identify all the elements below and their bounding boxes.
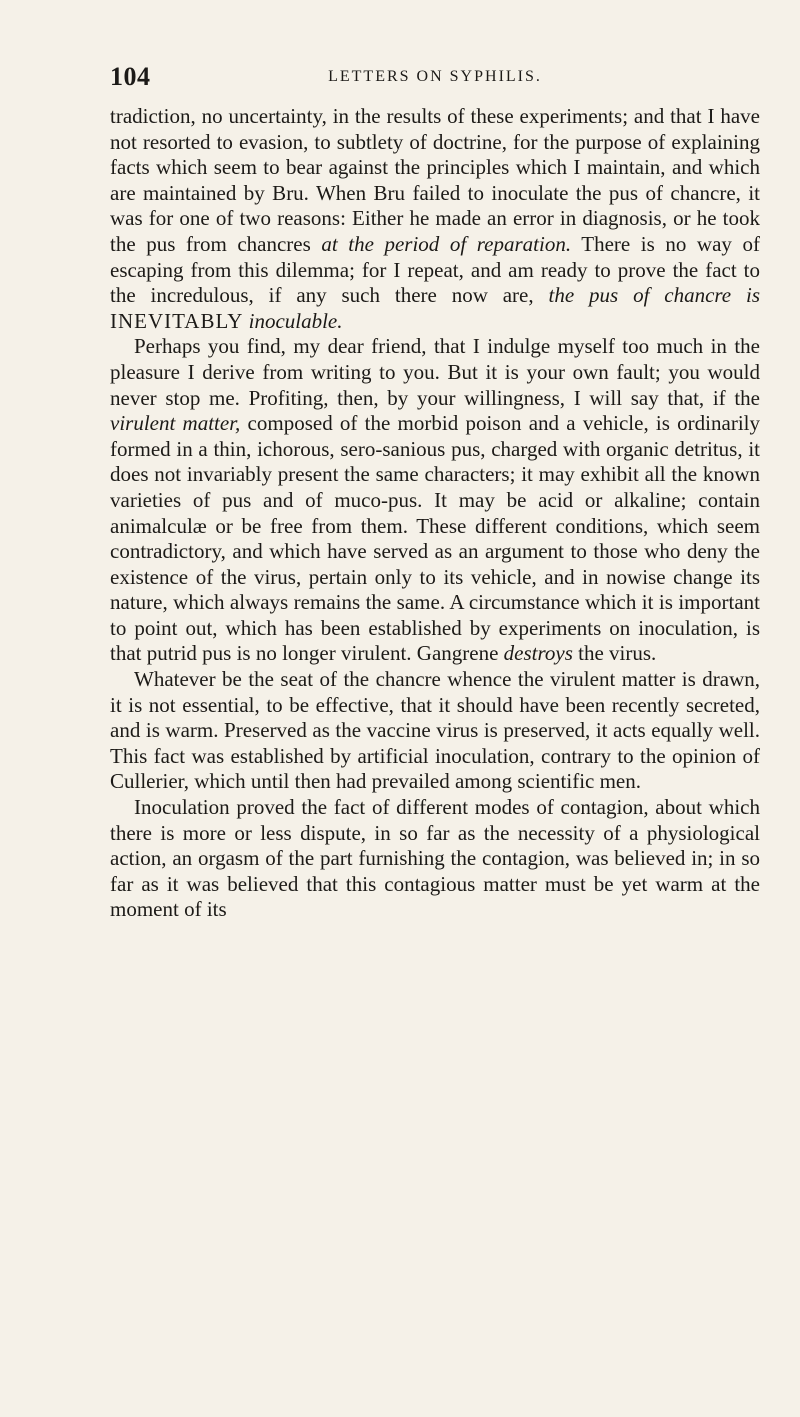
paragraph-2-text-a: Perhaps you find, my dear friend, that I indulge myself too much in the pleasure I derive from writing to you. But it is your own fault; you would never stop me. Profiting, then, by your willingness, I will say that, if the [110,334,760,410]
paragraph-2-emphasis-a: virulent matter, [110,411,241,436]
paragraph-1-small-caps: INEVITABLY [110,308,244,333]
paragraph-1-text-b: There is no way of escaping from this dilemma; for I repeat, and am ready to prove the fact to the incredulous, if any such there now are, [110,231,760,308]
paragraph-1-text-a: tradiction, no uncertainty, in the results of these experiments; and that I have not resorted to evasion, to subtlety of doctrine, for the purpose of explaining facts which seem to bear against the principles which I maintain, and which are maintained by Bru. When Bru failed to inoculate the pus of chancre, it was for one of two reasons: Either he made an error in diagnosis, or he took the pus from chancres [110,104,760,256]
paragraph-1-emphasis-c: inoculable. [248,308,343,333]
running-head [110,62,760,98]
paragraph-4: Inoculation proved the fact of different modes of contagion, about which there is more or less dispute, in so far as the necessity of a physiological action, an orgasm of the part furnishing the contagion, was believed in; in so far as it was believed that this contagious matter must be yet warm at the moment of its [110,795,760,922]
body-text [110,104,760,923]
paragraph-2-text-b: composed of the morbid poison and a vehicle, is ordinarily formed in a thin, ichorous, sero-sanious pus, charged with organic detritus, it does not invariably present the same characters; it may exhibit all the known varieties of pus and of muco-pus. It may be acid or alkaline; contain animalculæ or be free from them. These different conditions, which seem contradictory, and which have served as an argument to those who deny the existence of the virus, pertain only to its vehicle, and in nowise change its nature, which always remains the same. A circumstance which it is important to point out, which has been established by experiments on inoculation, is that putrid pus is no longer virulent. Gangrene [110,411,760,666]
page-number: 104 [110,62,151,91]
paragraph-2-text-c: the virus. [572,641,657,666]
paragraph-2-emphasis-b: destroys [503,641,573,666]
paragraph-1 [110,104,760,334]
paragraph-3: Whatever be the seat of the chancre whence the virulent matter is drawn, it is not essential, to be effective, that it should have been recently secreted, and is warm. Preserved as the vaccine virus is preserved, it acts equally well. This fact was established by artificial inoculation, contrary to the opinion of Cullerier, which until then had prevailed among scientific men. [110,667,760,794]
paragraph-1-emphasis-b: the pus of chancre is [548,283,760,308]
running-title: LETTERS ON SYPHILIS. [328,68,542,85]
paragraph-2 [110,334,760,667]
paragraph-1-emphasis-a: at the period of reparation. [321,231,572,256]
